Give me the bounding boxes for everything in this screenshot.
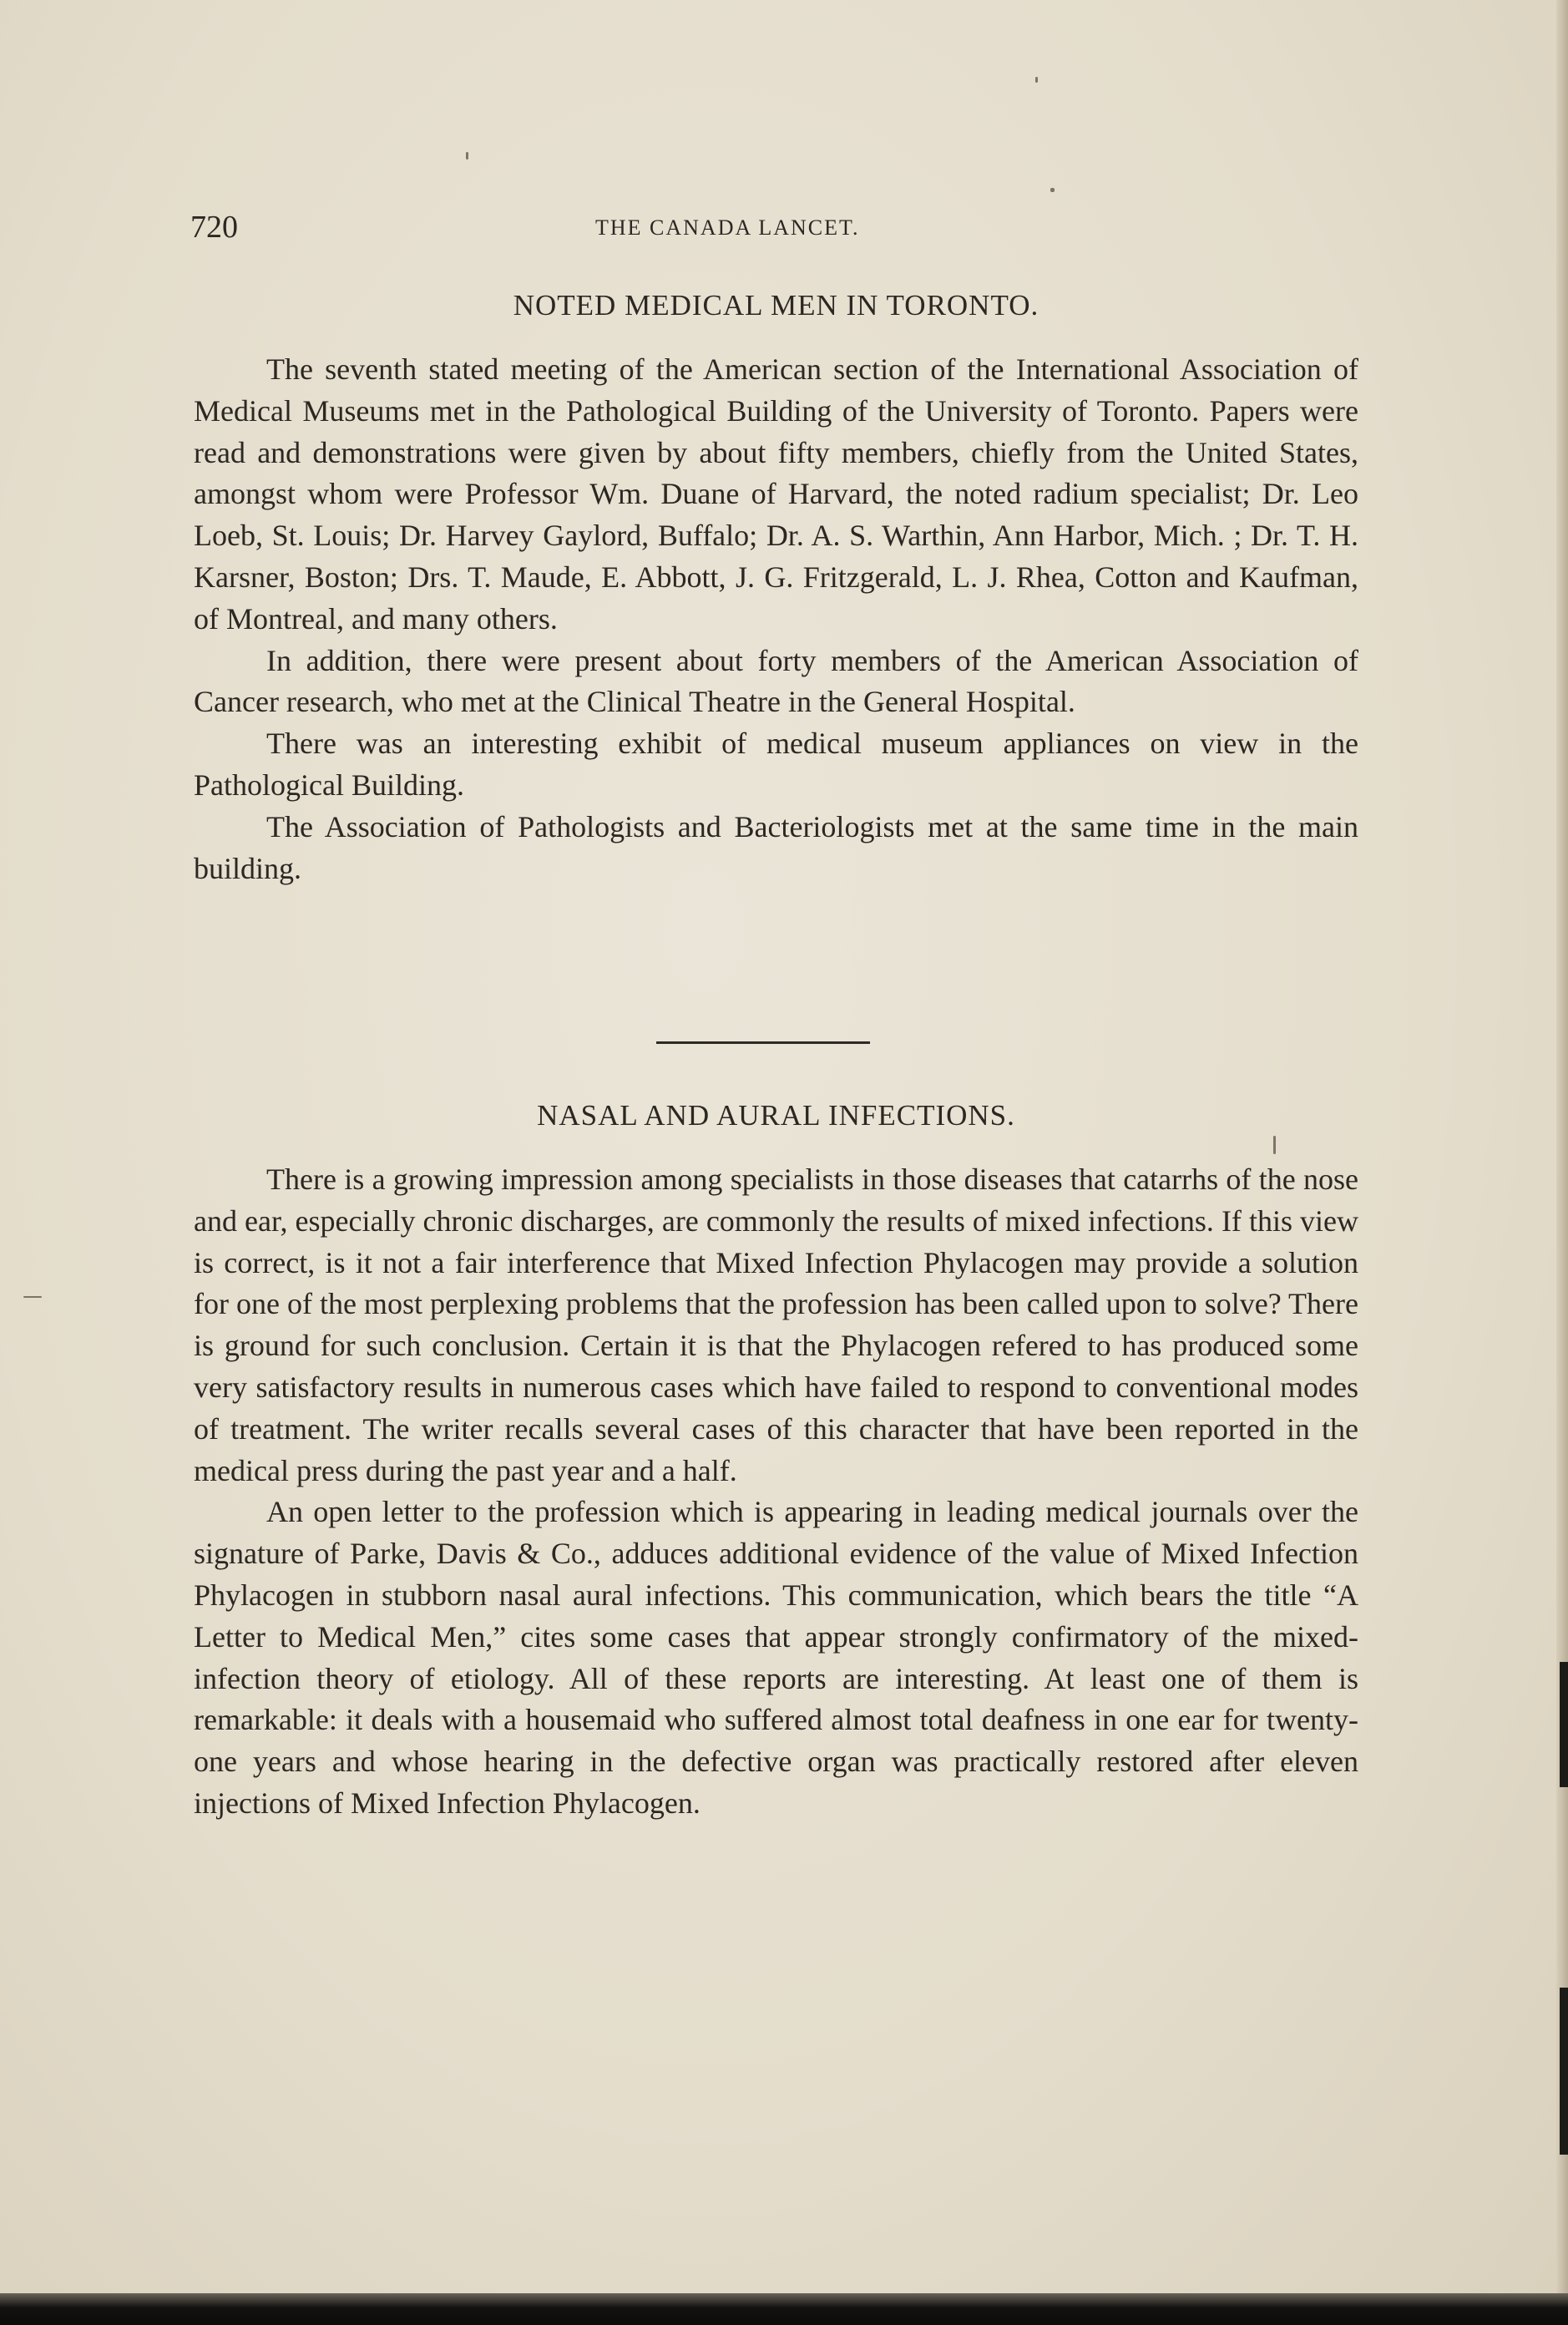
article-paragraph: In addition, there were present about forty members of the American Association of Cancer research, who met at the Clinical Theatre in the General Hospital. xyxy=(194,643,1358,719)
article-title: NOTED MEDICAL MEN IN TORONTO. xyxy=(513,289,1039,322)
binding-mark xyxy=(1560,1988,1568,2155)
article-title: NASAL AND AURAL INFECTIONS. xyxy=(537,1099,1015,1132)
section-divider xyxy=(656,1041,870,1044)
article-paragraph: There was an interesting exhibit of medical museum appliances on view in the Pathological Building. xyxy=(194,727,1358,802)
paper-speck xyxy=(1035,77,1038,83)
article-paragraph: The seventh stated meeting of the American section of the International Association of Medical Museums met in the Pathological Building of the University of Toronto. Papers were read and demonstrations were given by about fifty members, chiefly from the United States, amongst whom were Professor Wm. Duane of Harvard, the noted radium specialist; Dr. Leo Loeb, St. Louis; Dr. Harvey Gaylord, Buffalo; Dr. A. S. Warthin, Ann Harbor, Mich. ; Dr. T. H. Karsner, Boston; Drs. T. Maude, E. Abbott, J. G. Fritzgerald, L. J. Rhea, Cotton and Kaufman, of Montreal, and many others. xyxy=(194,352,1358,636)
page-number: 720 xyxy=(190,210,238,245)
paper-speck xyxy=(1050,188,1055,192)
page-edge-bottom xyxy=(0,2293,1568,2325)
binding-mark xyxy=(1560,1662,1568,1787)
article-paragraph: The Association of Pathologists and Bacteriologists met at the same time in the main building. xyxy=(194,809,1358,885)
paper-speck xyxy=(466,152,468,160)
article-paragraph: An open letter to the profession which is appearing in leading medical journals over the signature of Parke, Davis & Co., adduces additional evidence of the value of Mixed Infection Phylacogen in stubborn nasal aural infections. This communication, which bears the title “A Letter to Medical Men,” cites some cases that appear strongly confirmatory of the mixed-infection theory of etiology. All of these reports are interesting. At least one of them is remarkable: it deals with a housemaid who suffered almost total deafness in one ear for twenty-one years and whose hearing in the defective organ was practically restored after eleven injections of Mixed Infection Phylacogen. xyxy=(194,1495,1358,1820)
running-head xyxy=(190,209,1368,247)
article-nasal-aural-infections xyxy=(194,1099,1358,1825)
article-paragraph: There is a growing impression among specialists in those diseases that catarrhs of the nose and ear, especially chronic discharges, are commonly the results of mixed infections. If this view is correct, is it not a fair interference that Mixed Infection Phylacogen may provide a solution for one of the most perplexing problems that the profession has been called upon to solve? There is ground for such conclusion. Certain it is that the Phylacogen refered to has produced some very satisfactory results in numerous cases which have failed to respond to conventional modes of treatment. The writer recalls several cases of this character that have been reported in the medical press during the past year and a half. xyxy=(194,1162,1358,1487)
page-edge-right xyxy=(1556,0,1568,2325)
article-noted-medical-men xyxy=(194,289,1358,889)
paper-speck xyxy=(23,1296,42,1298)
journal-title: THE CANADA LANCET. xyxy=(595,215,860,240)
